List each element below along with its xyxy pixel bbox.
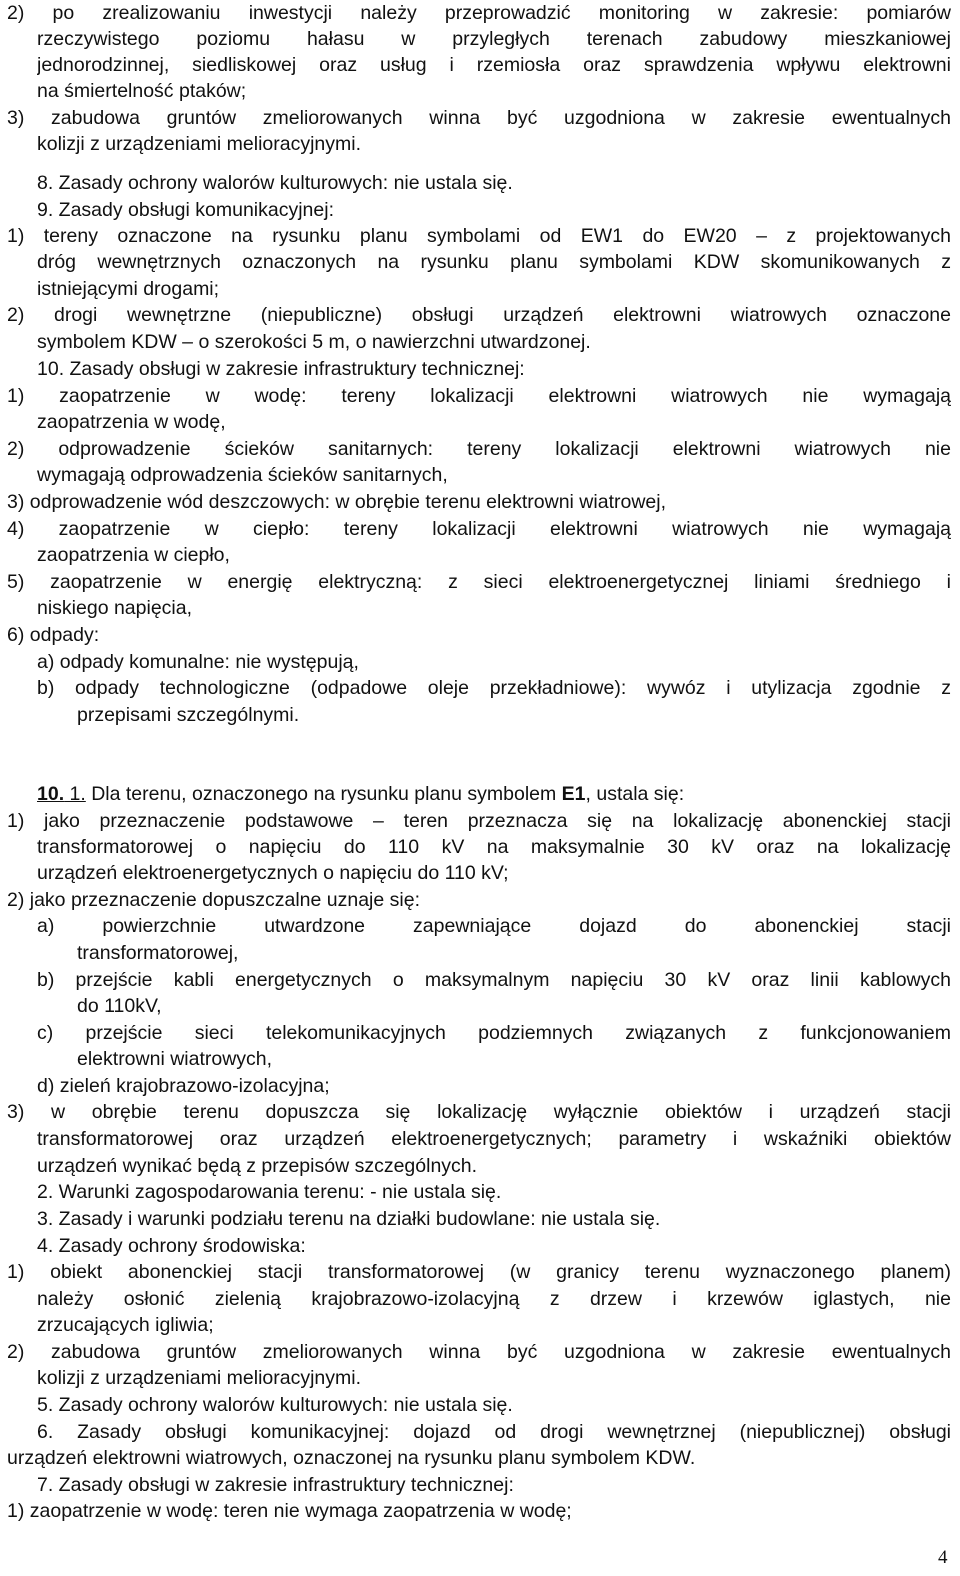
text-line: kolizji z urządzeniami melioracyjnymi. bbox=[37, 1367, 362, 1389]
text-line: 2) odprowadzenie ścieków sanitarnych: tereny lokalizacji elektrowni wiatrowych nie bbox=[7, 438, 951, 460]
text-line: urządzeń elektroenergetycznych o napięciu do 110 kV; bbox=[37, 862, 509, 884]
text-line: 5) zaopatrzenie w energię elektryczną: z sieci elektroenergetycznej liniami średniego i bbox=[7, 571, 951, 593]
text-line: b) przejście kabli energetycznych o maksymalnym napięciu 30 kV oraz linii kablowych bbox=[37, 969, 951, 991]
text-line: 1) zaopatrzenie w wodę: tereny lokalizacji elektrowni wiatrowych nie wymagają bbox=[7, 385, 951, 407]
text-line: d) zieleń krajobrazowo-izolacyjna; bbox=[37, 1075, 330, 1097]
text-line: 4) zaopatrzenie w ciepło: tereny lokalizacji elektrowni wiatrowych nie wymagają bbox=[7, 518, 951, 540]
text-line: 6. Zasady obsługi komunikacyjnej: dojazd od drogi wewnętrznej (niepublicznej) obsługi bbox=[37, 1421, 951, 1443]
text-line: a) odpady komunalne: nie występują, bbox=[37, 651, 359, 673]
text-line: 9. Zasady obsługi komunikacyjnej: bbox=[37, 199, 334, 221]
text-line: jednorodzinnej, siedliskowej oraz usług i rzemiosła oraz sprawdzenia wpływu elektrowni bbox=[37, 54, 951, 76]
section-10-symbol: E1 bbox=[561, 783, 586, 805]
text-line: 2) po zrealizowaniu inwestycji należy przeprowadzić monitoring w zakresie: pomiarów bbox=[7, 2, 951, 24]
text-line: kolizji z urządzeniami melioracyjnymi. bbox=[37, 133, 362, 155]
text-line: c) przejście sieci telekomunikacyjnych podziemnych związanych z funkcjonowaniem bbox=[37, 1022, 951, 1044]
text-line: zaopatrzenia w wodę, bbox=[37, 411, 226, 433]
text-line: 4. Zasady ochrony środowiska: bbox=[37, 1235, 306, 1257]
text-line: do 110kV, bbox=[77, 995, 162, 1017]
text-line: urządzeń elektrowni wiatrowych, oznaczonej na rysunku planu symbolem KDW. bbox=[7, 1447, 696, 1469]
text-line: wymagają odprowadzenia ścieków sanitarnych, bbox=[37, 464, 448, 486]
text-line: istniejącymi drogami; bbox=[37, 278, 220, 300]
text-line: urządzeń wynikać będą z przepisów szczególnych. bbox=[37, 1155, 478, 1177]
text-line: zaopatrzenia w ciepło, bbox=[37, 544, 230, 566]
text-line: 10. Zasady obsługi w zakresie infrastruktury technicznej: bbox=[37, 358, 525, 380]
text-line: 2. Warunki zagospodarowania terenu: - nie ustala się. bbox=[37, 1181, 502, 1203]
text-line: przepisami szczególnymi. bbox=[77, 704, 300, 726]
text-line: 1) jako przeznaczenie podstawowe – teren przeznacza się na lokalizację abonenckiej stacji bbox=[7, 810, 951, 832]
text-line: 3) w obrębie terenu dopuszcza się lokalizację wyłącznie obiektów i urządzeń stacji bbox=[7, 1101, 951, 1123]
text-line: 1) zaopatrzenie w wodę: teren nie wymaga zaopatrzenia w wodę; bbox=[7, 1500, 572, 1522]
section-10-heading bbox=[37, 781, 684, 807]
text-line: a) powierzchnie utwardzone zapewniające dojazd do abonenckiej stacji bbox=[37, 915, 951, 937]
text-line: 6) odpady: bbox=[7, 624, 100, 646]
text-line: symbolem KDW – o szerokości 5 m, o nawierzchni utwardzonej. bbox=[37, 331, 591, 353]
text-line: 2) drogi wewnętrzne (niepubliczne) obsługi urządzeń elektrowni wiatrowych oznaczone bbox=[7, 304, 951, 326]
text-line: 2) jako przeznaczenie dopuszczalne uznaje się: bbox=[7, 889, 420, 911]
text-line: 2) zabudowa gruntów zmeliorowanych winna być uzgodniona w zakresie ewentualnych bbox=[7, 1341, 951, 1363]
text-line: 1) tereny oznaczone na rysunku planu symbolami od EW1 do EW20 – z projektowanych bbox=[7, 225, 951, 247]
text-line: 3. Zasady i warunki podziału terenu na działki budowlane: nie ustala się. bbox=[37, 1208, 661, 1230]
text-line: 5. Zasady ochrony walorów kulturowych: nie ustala się. bbox=[37, 1394, 513, 1416]
text-line: 8. Zasady ochrony walorów kulturowych: nie ustala się. bbox=[37, 172, 513, 194]
text-line: transformatorowej, bbox=[77, 942, 239, 964]
section-10-number: 10. bbox=[37, 783, 65, 805]
text-line: 3) odprowadzenie wód deszczowych: w obrębie terenu elektrowni wiatrowej, bbox=[7, 491, 667, 513]
text-line: 3) zabudowa gruntów zmeliorowanych winna być uzgodniona w zakresie ewentualnych bbox=[7, 107, 951, 129]
section-10-intro: Dla terenu, oznaczonego na rysunku planu symbolem bbox=[85, 783, 562, 805]
text-line: należy osłonić zielenią krajobrazowo-izolacyjną z drzew i krzewów iglastych, nie bbox=[37, 1288, 951, 1310]
text-line: rzeczywistego poziomu hałasu w przyległych terenach zabudowy mieszkaniowej bbox=[37, 28, 951, 50]
text-line: 1) obiekt abonenckiej stacji transformatorowej (w granicy terenu wyznaczonego planem) bbox=[7, 1261, 951, 1283]
text-line: niskiego napięcia, bbox=[37, 597, 193, 619]
text-line: elektrowni wiatrowych, bbox=[77, 1048, 273, 1070]
text-line: transformatorowej oraz urządzeń elektroenergetycznych; parametry i wskaźniki obiektów bbox=[37, 1128, 951, 1150]
page-number: 4 bbox=[938, 1547, 948, 1568]
text-line: transformatorowej o napięciu do 110 kV na maksymalnie 30 kV oraz na lokalizację bbox=[37, 836, 951, 858]
text-line: zrzucających igliwia; bbox=[37, 1314, 214, 1336]
text-line: na śmiertelność ptaków; bbox=[37, 80, 247, 102]
text-line: 7. Zasady obsługi w zakresie infrastruktury technicznej: bbox=[37, 1474, 514, 1496]
text-line: dróg wewnętrznych oznaczonych na rysunku planu symbolami KDW skomunikowanych z bbox=[37, 251, 951, 273]
section-10-tail: , ustala się: bbox=[585, 783, 685, 805]
section-10-sub: 1. bbox=[64, 783, 86, 805]
text-line: b) odpady technologiczne (odpadowe oleje przekładniowe): wywóz i utylizacja zgodnie z bbox=[37, 677, 951, 699]
